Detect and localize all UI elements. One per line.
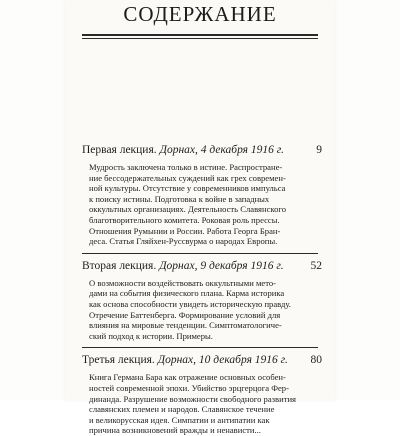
summary-line: деса. Статья Гляйхен-Руссвурма о народах Европы. <box>89 236 278 247</box>
summary-line: О возможности воздействовать оккультными мето- <box>89 277 277 288</box>
summary-line: ский подход к истории. Примеры. <box>89 330 213 341</box>
lecture-summary <box>89 162 315 247</box>
table-of-contents <box>82 143 322 436</box>
section-divider <box>82 347 318 348</box>
lecture-label: Первая лекция. <box>82 144 157 156</box>
summary-line: Отношения Румынии и России. Работа Георга Бран- <box>89 225 281 236</box>
page-number: 52 <box>310 259 322 272</box>
title-rule-thin <box>82 38 318 39</box>
lecture-summary <box>89 278 315 342</box>
summary-line: дами на события физического плана. Карма историка <box>89 288 285 299</box>
toc-entry-heading <box>82 143 322 157</box>
summary-line: как основа способности увидеть историческую правду. <box>89 298 291 309</box>
lecture-label: Вторая лекция. <box>82 259 157 272</box>
page-number: 9 <box>316 144 322 156</box>
summary-line: ностей современной эпохи. Убийство эрцгерцога Фер- <box>89 382 289 393</box>
summary-line: ной культуры. Отсутствие у современников импульса <box>89 183 286 194</box>
summary-line: к поиску истины. Подготовка к войне в западных <box>89 193 270 204</box>
summary-line: ние бессодержательных суждений как грех современ- <box>89 172 286 183</box>
lecture-place-date: Дорнах, 9 декабря 1916 г. <box>159 259 284 272</box>
summary-line: причина возникновений вражды и ненависти... <box>89 425 261 436</box>
page-number: 80 <box>310 354 322 367</box>
section-divider <box>82 253 318 254</box>
summary-line: Отречение Баттенберга. Формирование условий для <box>89 309 281 320</box>
toc-entry-lecture-2 <box>82 259 322 342</box>
lecture-place-date: Дорнах, 4 декабря 1916 г. <box>159 144 284 156</box>
summary-line: динанда. Разрушение возможности свободного развития <box>89 393 297 404</box>
page-title: СОДЕРЖАНИЕ <box>123 2 277 26</box>
toc-entry-heading <box>82 259 322 273</box>
summary-line: славянских племен и народов. Славянское течение <box>89 404 275 415</box>
lecture-summary <box>89 372 315 436</box>
toc-entry-heading <box>82 353 322 367</box>
toc-entry-lecture-3 <box>82 353 322 436</box>
toc-entry-lecture-1 <box>82 143 322 247</box>
summary-line: и великорусская идея. Симпатии и антипатии как <box>89 414 270 425</box>
lecture-label: Третья лекция. <box>82 354 155 367</box>
summary-line: оккультных организациях. Деятельность Славянского <box>89 204 287 215</box>
summary-line: Мудрость заключена только в истине. Распростране- <box>89 162 283 172</box>
summary-line: благотворительного комитета. Роковая роль прессы. <box>89 214 280 225</box>
summary-line: Книга Германа Бара как отражение основных особен- <box>89 372 286 383</box>
summary-line: влияния на мировые тенденции. Симптоматологиче- <box>89 320 282 331</box>
lecture-place-date: Дорнах, 10 декабря 1916 г. <box>157 354 288 367</box>
title-rule-thick <box>82 34 318 36</box>
